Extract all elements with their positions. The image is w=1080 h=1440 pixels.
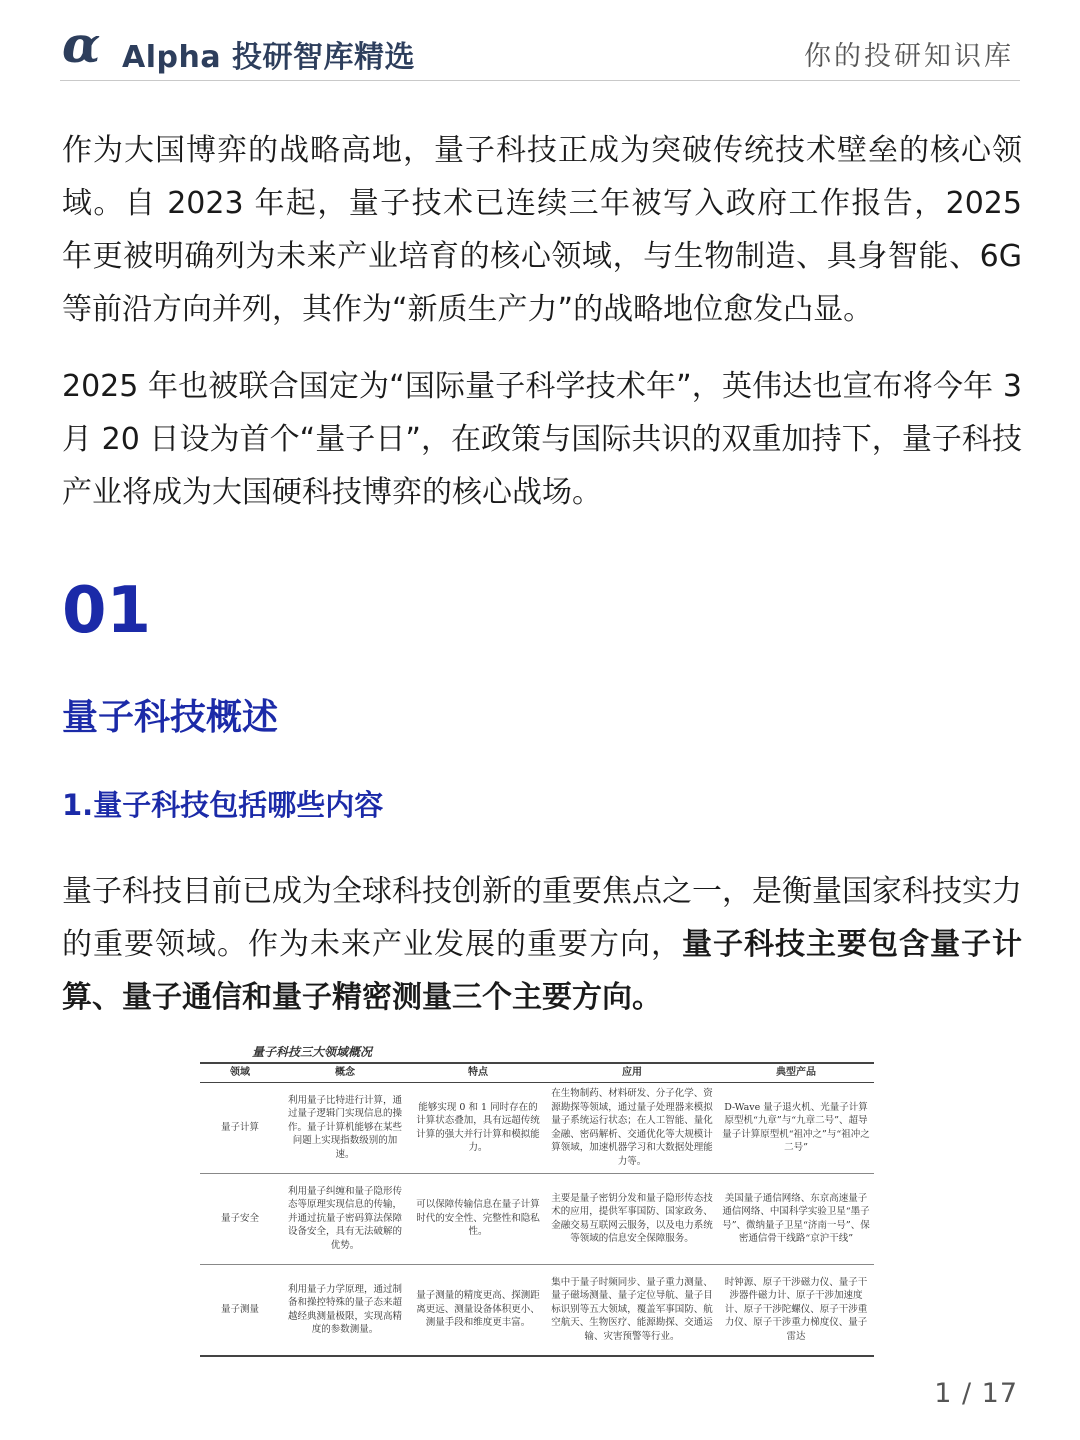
table-cell-concept: 利用量子纠缠和量子隐形传态等原理实现信息的传输，并通过抗量子密码算法保障设备安全，具有无法破解的优势。 xyxy=(280,1173,410,1264)
table-cell-products: 美国量子通信网络、东京高速量子通信网络、中国科学实验卫星“墨子号”、微纳量子卫星“济南一号”、保密通信骨干线路“京沪干线” xyxy=(718,1173,874,1264)
table-header-cell: 领域 xyxy=(200,1063,280,1082)
table-cell-feature: 可以保障传输信息在量子计算时代的安全性、完整性和隐私性。 xyxy=(410,1173,546,1264)
table-header-cell: 概念 xyxy=(280,1063,410,1082)
quantum-table-figure xyxy=(200,1042,874,1357)
table-cell-products: D-Wave 量子退火机、光量子计算原型机“九章”与“九章二号”、超导量子计算原型机“祖冲之”与“祖冲之二号” xyxy=(718,1082,874,1173)
table-cell-domain: 量子测量 xyxy=(200,1264,280,1356)
table-title: 量子科技三大领域概况 xyxy=(252,1045,373,1059)
table-row xyxy=(200,1082,874,1173)
table-cell-concept: 利用量子力学原理，通过制备和操控特殊的量子态来超越经典测量极限，实现高精度的参数测量。 xyxy=(280,1264,410,1356)
page-header xyxy=(60,15,1020,81)
table-cell-domain: 量子安全 xyxy=(200,1173,280,1264)
table-header-cell: 应用 xyxy=(546,1063,718,1082)
alpha-logo-icon: α xyxy=(62,15,101,74)
table-cell-feature: 能够实现 0 和 1 同时存在的计算状态叠加，具有远超传统计算的强大并行计算和模拟能力。 xyxy=(410,1082,546,1173)
table-cell-application: 集中于量子时频同步、量子重力测量、量子磁场测量、量子定位导航、量子目标识别等五大领域，覆盖军事国防、航空航天、生物医疗、能源勘探、交通运输、灾害预警等行业。 xyxy=(546,1264,718,1356)
table-header-cell: 典型产品 xyxy=(718,1063,874,1082)
intro-paragraph-1: 作为大国博弈的战略高地，量子科技正成为突破传统技术壁垒的核心领域。自 2023 年起，量子技术已连续三年被写入政府工作报告，2025 年更被明确列为未来产业培育的核心领域，与生物制造、具身智能、6G 等前沿方向并列，其作为“新质生产力”的战略地位愈发凸显。 xyxy=(62,133,1022,327)
section-subtitle: 1.量子科技包括哪些内容 xyxy=(62,788,384,822)
table-row xyxy=(200,1264,874,1356)
section-body-emphasis: 量子科技主要包含量子计算、量子通信和量子精密测量三个主要方向。 xyxy=(62,927,1022,1015)
page-indicator: 1 / 17 xyxy=(934,1378,1018,1409)
table-header-row xyxy=(200,1063,874,1082)
quantum-domains-table xyxy=(200,1062,874,1357)
table-cell-feature: 量子测量的精度更高、探测距离更远、测量设备体积更小、测量手段和维度更丰富。 xyxy=(410,1264,546,1356)
table-cell-products: 时钟源、原子干涉磁力仪、量子干涉器件磁力计、原子干涉加速度计、原子干涉陀螺仪、原子干涉重力仪、原子干涉重力梯度仪、量子雷达 xyxy=(718,1264,874,1356)
header-slogan: 你的投研知识库 xyxy=(804,41,1014,72)
article-body xyxy=(62,124,1022,1024)
intro-paragraph-2: 2025 年也被联合国定为“国际量子科学技术年”，英伟达也宣布将今年 3 月 20 日设为首个“量子日”，在政策与国际共识的双重加持下，量子科技产业将成为大国硬科技博弈的核心战场。 xyxy=(62,369,1022,510)
table-row xyxy=(200,1173,874,1264)
table-cell-application: 在生物制药、材料研发、分子化学、资源勘探等领域，通过量子处理器来模拟量子系统运行状态；在人工智能、量化金融、密码解析、交通优化等大规模计算领域，加速机器学习和大数据处理能力等。 xyxy=(546,1082,718,1173)
brand-name: Alpha 投研智库精选 xyxy=(122,40,416,75)
table-cell-concept: 利用量子比特进行计算，通过量子逻辑门实现信息的操作。量子计算机能够在某些问题上实现指数级别的加速。 xyxy=(280,1082,410,1173)
table-cell-domain: 量子计算 xyxy=(200,1082,280,1173)
section-body-plain: 量子科技目前已成为全球科技创新的重要焦点之一，是衡量国家科技实力的重要领域。作为未来产业发展的重要方向， xyxy=(62,874,1022,962)
table-header-cell: 特点 xyxy=(410,1063,546,1082)
section-title: 量子科技概述 xyxy=(62,697,279,738)
table-cell-application: 主要是量子密钥分发和量子隐形传态技术的应用，提供军事国防、国家政务、金融交易互联网云服务，以及电力系统等领域的信息安全保障服务。 xyxy=(546,1173,718,1264)
section-number: 01 xyxy=(62,574,152,648)
section-body-paragraph xyxy=(62,865,1022,1024)
